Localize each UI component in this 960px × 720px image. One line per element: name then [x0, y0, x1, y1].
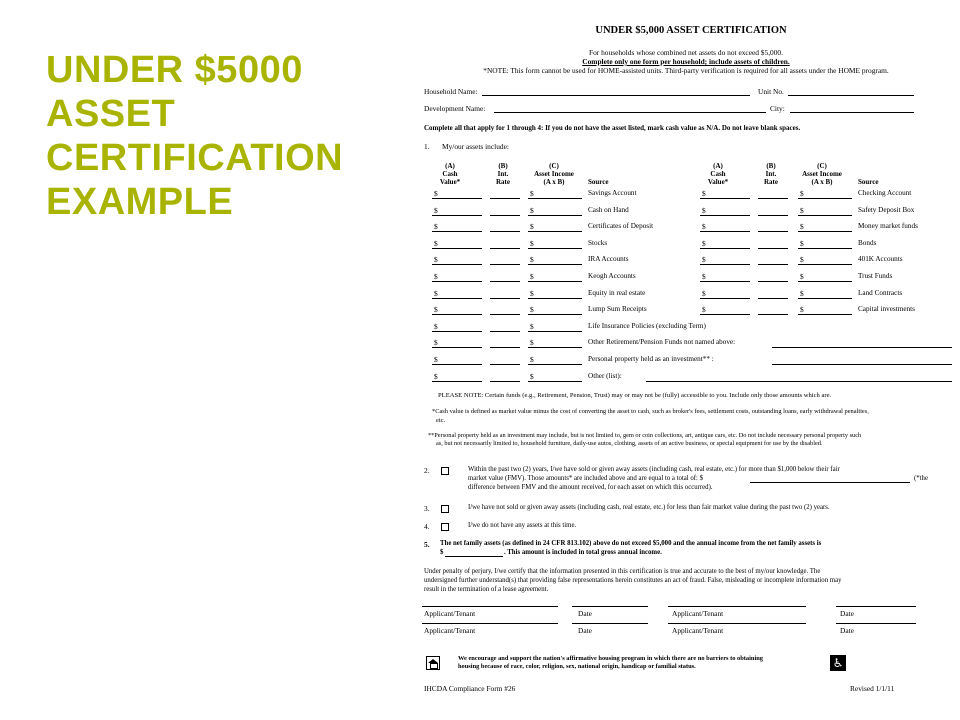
item-5-dollar: $: [440, 549, 444, 556]
dollar-sign: $: [530, 371, 534, 381]
intro-line-1: For households whose combined net assets do not exceed $5,000.: [589, 48, 783, 57]
asset-source-label-right: 401K Accounts: [858, 255, 903, 264]
cash-value-field[interactable]: [432, 298, 482, 299]
dollar-sign: $: [530, 288, 534, 298]
item-2-amount-field[interactable]: [750, 482, 910, 483]
int-rate-field[interactable]: [490, 331, 520, 332]
date-line-3[interactable]: [572, 623, 648, 624]
item-5-number: 5.: [424, 540, 430, 549]
section-1-number: 1.: [424, 142, 430, 151]
section-1-label: My/our assets include:: [442, 142, 509, 151]
cash-value-note-cont: etc.: [436, 417, 446, 424]
cash-value-field[interactable]: [432, 264, 482, 265]
item-2-line-2: market value (FMV). Those amounts* are included above and are equal to a total of: $: [468, 475, 704, 482]
cash-value-field[interactable]: [432, 215, 482, 216]
certification-form: [416, 18, 956, 718]
other-asset-detail-field[interactable]: [646, 381, 952, 382]
asset-income-field-right[interactable]: [798, 215, 852, 216]
perjury-line-3: result in the termination of a lease agreement.: [424, 586, 549, 593]
slide-title: [46, 48, 376, 224]
intro-line-2: Complete only one form per household; include assets of children.: [582, 57, 790, 66]
cash-value-field-right[interactable]: [700, 314, 750, 315]
asset-source-label: Savings Account: [588, 189, 637, 197]
asset-row: [416, 304, 956, 320]
item-2-checkbox[interactable]: [441, 467, 449, 475]
dollar-sign: $: [702, 272, 706, 281]
cash-value-field[interactable]: [432, 314, 482, 315]
int-rate-field[interactable]: [490, 248, 520, 249]
dollar-sign: $: [434, 255, 438, 265]
other-asset-detail-field[interactable]: [772, 364, 952, 365]
dollar-sign: $: [530, 355, 534, 364]
asset-row: [416, 337, 956, 353]
accessibility-icon: ♿: [830, 655, 846, 671]
item-5-line-2: . This amount is included in total gross annual income.: [504, 549, 662, 556]
cash-value-field-right[interactable]: [700, 198, 750, 199]
int-rate-field-right[interactable]: [758, 198, 788, 199]
slide-title-line: ASSET: [46, 93, 176, 135]
slide-title-line: UNDER $5000: [46, 49, 303, 91]
dollar-sign: $: [800, 205, 804, 215]
dollar-sign: $: [434, 205, 438, 215]
dollar-sign: $: [530, 189, 534, 198]
asset-source-label-right: Capital investments: [858, 305, 915, 314]
instruction-text: Complete all that apply for 1 through 4: If you do not have the asset listed, mark cash value as N/A. Do not leave blank spaces.: [424, 124, 801, 132]
dollar-sign: $: [434, 238, 438, 248]
dollar-sign: $: [530, 338, 534, 348]
int-rate-field[interactable]: [490, 198, 520, 199]
household-name-label: Household Name:: [424, 87, 478, 96]
cash-value-field-right[interactable]: [700, 264, 750, 265]
cash-value-field[interactable]: [432, 231, 482, 232]
dollar-sign: $: [702, 189, 706, 198]
dollar-sign: $: [800, 255, 804, 265]
cash-value-field[interactable]: [432, 198, 482, 199]
dollar-sign: $: [530, 222, 534, 232]
dollar-sign: $: [800, 272, 804, 281]
date-line-4[interactable]: [836, 623, 916, 624]
asset-income-field[interactable]: [528, 364, 582, 365]
asset-income-field-right[interactable]: [798, 281, 852, 282]
item-2-line-3: difference between FMV and the amount received, for each asset on which this occurred).: [468, 484, 713, 491]
int-rate-field-right[interactable]: [758, 264, 788, 265]
int-rate-field[interactable]: [490, 231, 520, 232]
slide-title-line: EXAMPLE: [46, 181, 234, 223]
form-title: UNDER $5,000 ASSET CERTIFICATION: [595, 25, 787, 36]
int-rate-field[interactable]: [490, 314, 520, 315]
int-rate-field[interactable]: [490, 281, 520, 282]
asset-income-field[interactable]: [528, 248, 582, 249]
asset-source-label: Keogh Accounts: [588, 272, 636, 280]
equal-housing-icon: [426, 656, 440, 670]
asset-row: [416, 238, 956, 254]
col-header-cash-value-right: (A) Cash Value*: [707, 162, 729, 186]
item-4-checkbox[interactable]: [441, 523, 449, 531]
int-rate-field-right[interactable]: [758, 314, 788, 315]
col-header-asset-income: (C) Asset Income (A x B): [534, 162, 574, 186]
asset-source-label-right: Bonds: [858, 238, 877, 247]
asset-row: [416, 254, 956, 270]
item-5-line-1: The net family assets (as defined in 24 CFR 813.102) above do not exceed $5,000 and the annual income from the net family assets is: [440, 540, 822, 547]
dollar-sign: $: [702, 222, 706, 232]
dollar-sign: $: [702, 305, 706, 315]
asset-source-label: Certificates of Deposit: [588, 222, 654, 231]
asset-income-field[interactable]: [528, 331, 582, 332]
fair-housing-line-2: housing because of race, color, religion, sex, national origin, handicap or familial status.: [458, 663, 696, 670]
asset-source-label-right: Trust Funds: [858, 272, 893, 280]
col-header-int-rate: (B) Int. Rate: [496, 162, 510, 186]
asset-income-field[interactable]: [528, 264, 582, 265]
personal-property-note: **Personal property held as an investment may include, but is not limited to, gem or coin collections, art, antique cars, etc. Do not include necessary personal property such: [428, 432, 862, 439]
city-field[interactable]: [790, 112, 914, 113]
perjury-line-2: undersigned further understand(s) that providing false representations herein constitutes an act of fraud. False, misleading or incomplete information may: [424, 577, 842, 584]
asset-income-field[interactable]: [528, 215, 582, 216]
unit-no-label: Unit No.: [758, 87, 784, 96]
household-name-field[interactable]: [482, 95, 750, 96]
asset-row: [416, 205, 956, 221]
dollar-sign: $: [800, 305, 804, 315]
asset-source-label-right: Safety Deposit Box: [858, 205, 915, 214]
date-label-4: Date: [840, 626, 854, 635]
item-3-number: 3.: [424, 504, 430, 513]
dollar-sign: $: [800, 288, 804, 298]
cash-value-field[interactable]: [432, 248, 482, 249]
item-2-number: 2.: [424, 466, 430, 475]
slide-title-line: CERTIFICATION: [46, 137, 344, 179]
col-header-asset-income-right: (C) Asset Income (A x B): [802, 162, 842, 186]
int-rate-field[interactable]: [490, 381, 520, 382]
asset-income-field[interactable]: [528, 314, 582, 315]
fair-housing-line-1: We encourage and support the nation's affirmative housing program in which there are no barriers to obtaining: [458, 655, 763, 662]
cash-value-field-right[interactable]: [700, 215, 750, 216]
int-rate-field[interactable]: [490, 264, 520, 265]
item-3-checkbox[interactable]: [441, 505, 449, 513]
asset-income-field[interactable]: [528, 347, 582, 348]
cash-value-field-right[interactable]: [700, 231, 750, 232]
dollar-sign: $: [434, 321, 438, 331]
cash-value-field-right[interactable]: [700, 248, 750, 249]
asset-row: [416, 371, 956, 387]
asset-source-label-right: Money market funds: [858, 222, 918, 231]
int-rate-field[interactable]: [490, 347, 520, 348]
dollar-sign: $: [530, 272, 534, 281]
dollar-sign: $: [434, 305, 438, 315]
signature-line-1[interactable]: [422, 606, 558, 607]
dollar-sign: $: [434, 189, 438, 198]
cash-value-field-right[interactable]: [700, 281, 750, 282]
personal-property-note-cont: as, but not necessarily limited to, household furniture, daily-use autos, clothing, assets of an active business, or special equipment for use by the disabled.: [436, 440, 823, 447]
dollar-sign: $: [530, 255, 534, 265]
asset-source-label: Other Retirement/Pension Funds not named above:: [588, 338, 736, 347]
asset-row: [416, 288, 956, 304]
cash-value-field[interactable]: [432, 381, 482, 382]
item-3-text: I/we have not sold or given away assets (including cash, real estate, etc.) for less than fair market value during the past two (2) years.: [468, 504, 830, 511]
signature-label-3: Applicant/Tenant: [424, 626, 476, 635]
development-name-field[interactable]: [494, 112, 766, 113]
asset-income-field-right[interactable]: [798, 314, 852, 315]
signature-line-4[interactable]: [668, 623, 806, 624]
dollar-sign: $: [702, 288, 706, 298]
development-name-label: Development Name:: [424, 104, 486, 113]
cash-value-field[interactable]: [432, 331, 482, 332]
int-rate-field-right[interactable]: [758, 281, 788, 282]
dollar-sign: $: [434, 288, 438, 298]
asset-source-label: Lump Sum Receipts: [588, 305, 647, 314]
asset-source-label: Life Insurance Policies (excluding Term): [588, 321, 706, 330]
dollar-sign: $: [530, 321, 534, 331]
dollar-sign: $: [434, 355, 438, 364]
dollar-sign: $: [434, 272, 438, 281]
asset-row: [416, 354, 956, 370]
asset-income-field-right[interactable]: [798, 198, 852, 199]
date-label-1: Date: [578, 609, 592, 618]
asset-source-label: Stocks: [588, 238, 608, 247]
dollar-sign: $: [434, 338, 438, 348]
item-5-amount-field[interactable]: [445, 556, 503, 557]
int-rate-field-right[interactable]: [758, 248, 788, 249]
cash-value-field[interactable]: [432, 281, 482, 282]
int-rate-field-right[interactable]: [758, 231, 788, 232]
asset-income-field[interactable]: [528, 381, 582, 382]
dollar-sign: $: [702, 255, 706, 265]
signature-label-2: Applicant/Tenant: [672, 609, 724, 618]
asset-income-field[interactable]: [528, 231, 582, 232]
perjury-line-1: Under penalty of perjury, I/we certify that the information presented in this certification is true and accurate to the best of my/our knowledge. The: [424, 568, 821, 575]
asset-income-field-right[interactable]: [798, 231, 852, 232]
dollar-sign: $: [800, 222, 804, 232]
please-note: PLEASE NOTE: Certain funds (e.g., Retirement, Pension, Trust) may or may not be (fully) accessible to you. Include only those amounts which are.: [438, 392, 832, 399]
asset-income-field-right[interactable]: [798, 298, 852, 299]
asset-source-label: Equity in real estate: [588, 288, 646, 297]
date-label-2: Date: [840, 609, 854, 618]
asset-row: [416, 321, 956, 337]
asset-income-field-right[interactable]: [798, 248, 852, 249]
int-rate-field-right[interactable]: [758, 215, 788, 216]
asset-source-label: Other (list):: [588, 371, 622, 380]
col-header-source: Source: [588, 178, 609, 186]
cash-value-field[interactable]: [432, 364, 482, 365]
asset-income-field[interactable]: [528, 198, 582, 199]
asset-income-field[interactable]: [528, 298, 582, 299]
item-4-text: I/we do not have any assets at this time.: [468, 522, 577, 529]
dollar-sign: $: [434, 371, 438, 381]
date-line-2[interactable]: [836, 606, 916, 607]
footer-form-number: IHCDA Compliance Form #26: [424, 684, 516, 693]
dollar-sign: $: [530, 205, 534, 215]
intro-line-3: *NOTE: This form cannot be used for HOME-assisted units. Third-party verification is required for all assets under the HOME program.: [483, 66, 889, 75]
dollar-sign: $: [702, 238, 706, 248]
other-asset-detail-field[interactable]: [772, 347, 952, 348]
col-header-cash-value: (A) Cash Value*: [439, 162, 461, 186]
item-2-line-1: Within the past two (2) years, I/we have sold or given away assets (including cash, real estate, etc.) for more than $1,000 below their fair: [468, 466, 840, 473]
int-rate-field[interactable]: [490, 364, 520, 365]
dollar-sign: $: [530, 238, 534, 248]
unit-no-field[interactable]: [788, 95, 914, 96]
int-rate-field[interactable]: [490, 215, 520, 216]
asset-source-label-right: Land Contracts: [858, 288, 903, 297]
cash-value-field-right[interactable]: [700, 298, 750, 299]
int-rate-field[interactable]: [490, 298, 520, 299]
asset-income-field[interactable]: [528, 281, 582, 282]
asset-source-label: IRA Accounts: [588, 255, 629, 264]
int-rate-field-right[interactable]: [758, 298, 788, 299]
item-2-the: (*the: [914, 475, 928, 482]
footer-revised: Revised 1/1/11: [850, 684, 895, 693]
dollar-sign: $: [530, 305, 534, 315]
signature-label-1: Applicant/Tenant: [424, 609, 476, 618]
item-4-number: 4.: [424, 522, 430, 531]
asset-row: [416, 188, 956, 204]
signature-line-2[interactable]: [668, 606, 806, 607]
asset-source-label: Cash on Hand: [588, 205, 629, 214]
col-header-source-right: Source: [858, 178, 879, 186]
date-label-3: Date: [578, 626, 592, 635]
cash-value-field[interactable]: [432, 347, 482, 348]
date-line-1[interactable]: [572, 606, 648, 607]
asset-source-label: Personal property held as an investment** :: [588, 355, 714, 363]
signature-line-3[interactable]: [422, 623, 558, 624]
asset-source-label-right: Checking Account: [858, 189, 912, 197]
col-header-int-rate-right: (B) Int. Rate: [764, 162, 778, 186]
dollar-sign: $: [702, 205, 706, 215]
dollar-sign: $: [800, 238, 804, 248]
dollar-sign: $: [800, 189, 804, 198]
cash-value-note: *Cash value is defined as market value minus the cost of converting the asset to cash, such as broker's fees, settlement costs, outstanding loans, early withdrawal penalties,: [432, 408, 869, 415]
asset-row: [416, 271, 956, 287]
asset-income-field-right[interactable]: [798, 264, 852, 265]
city-label: City:: [770, 104, 785, 113]
asset-row: [416, 221, 956, 237]
signature-label-4: Applicant/Tenant: [672, 626, 724, 635]
dollar-sign: $: [434, 222, 438, 232]
